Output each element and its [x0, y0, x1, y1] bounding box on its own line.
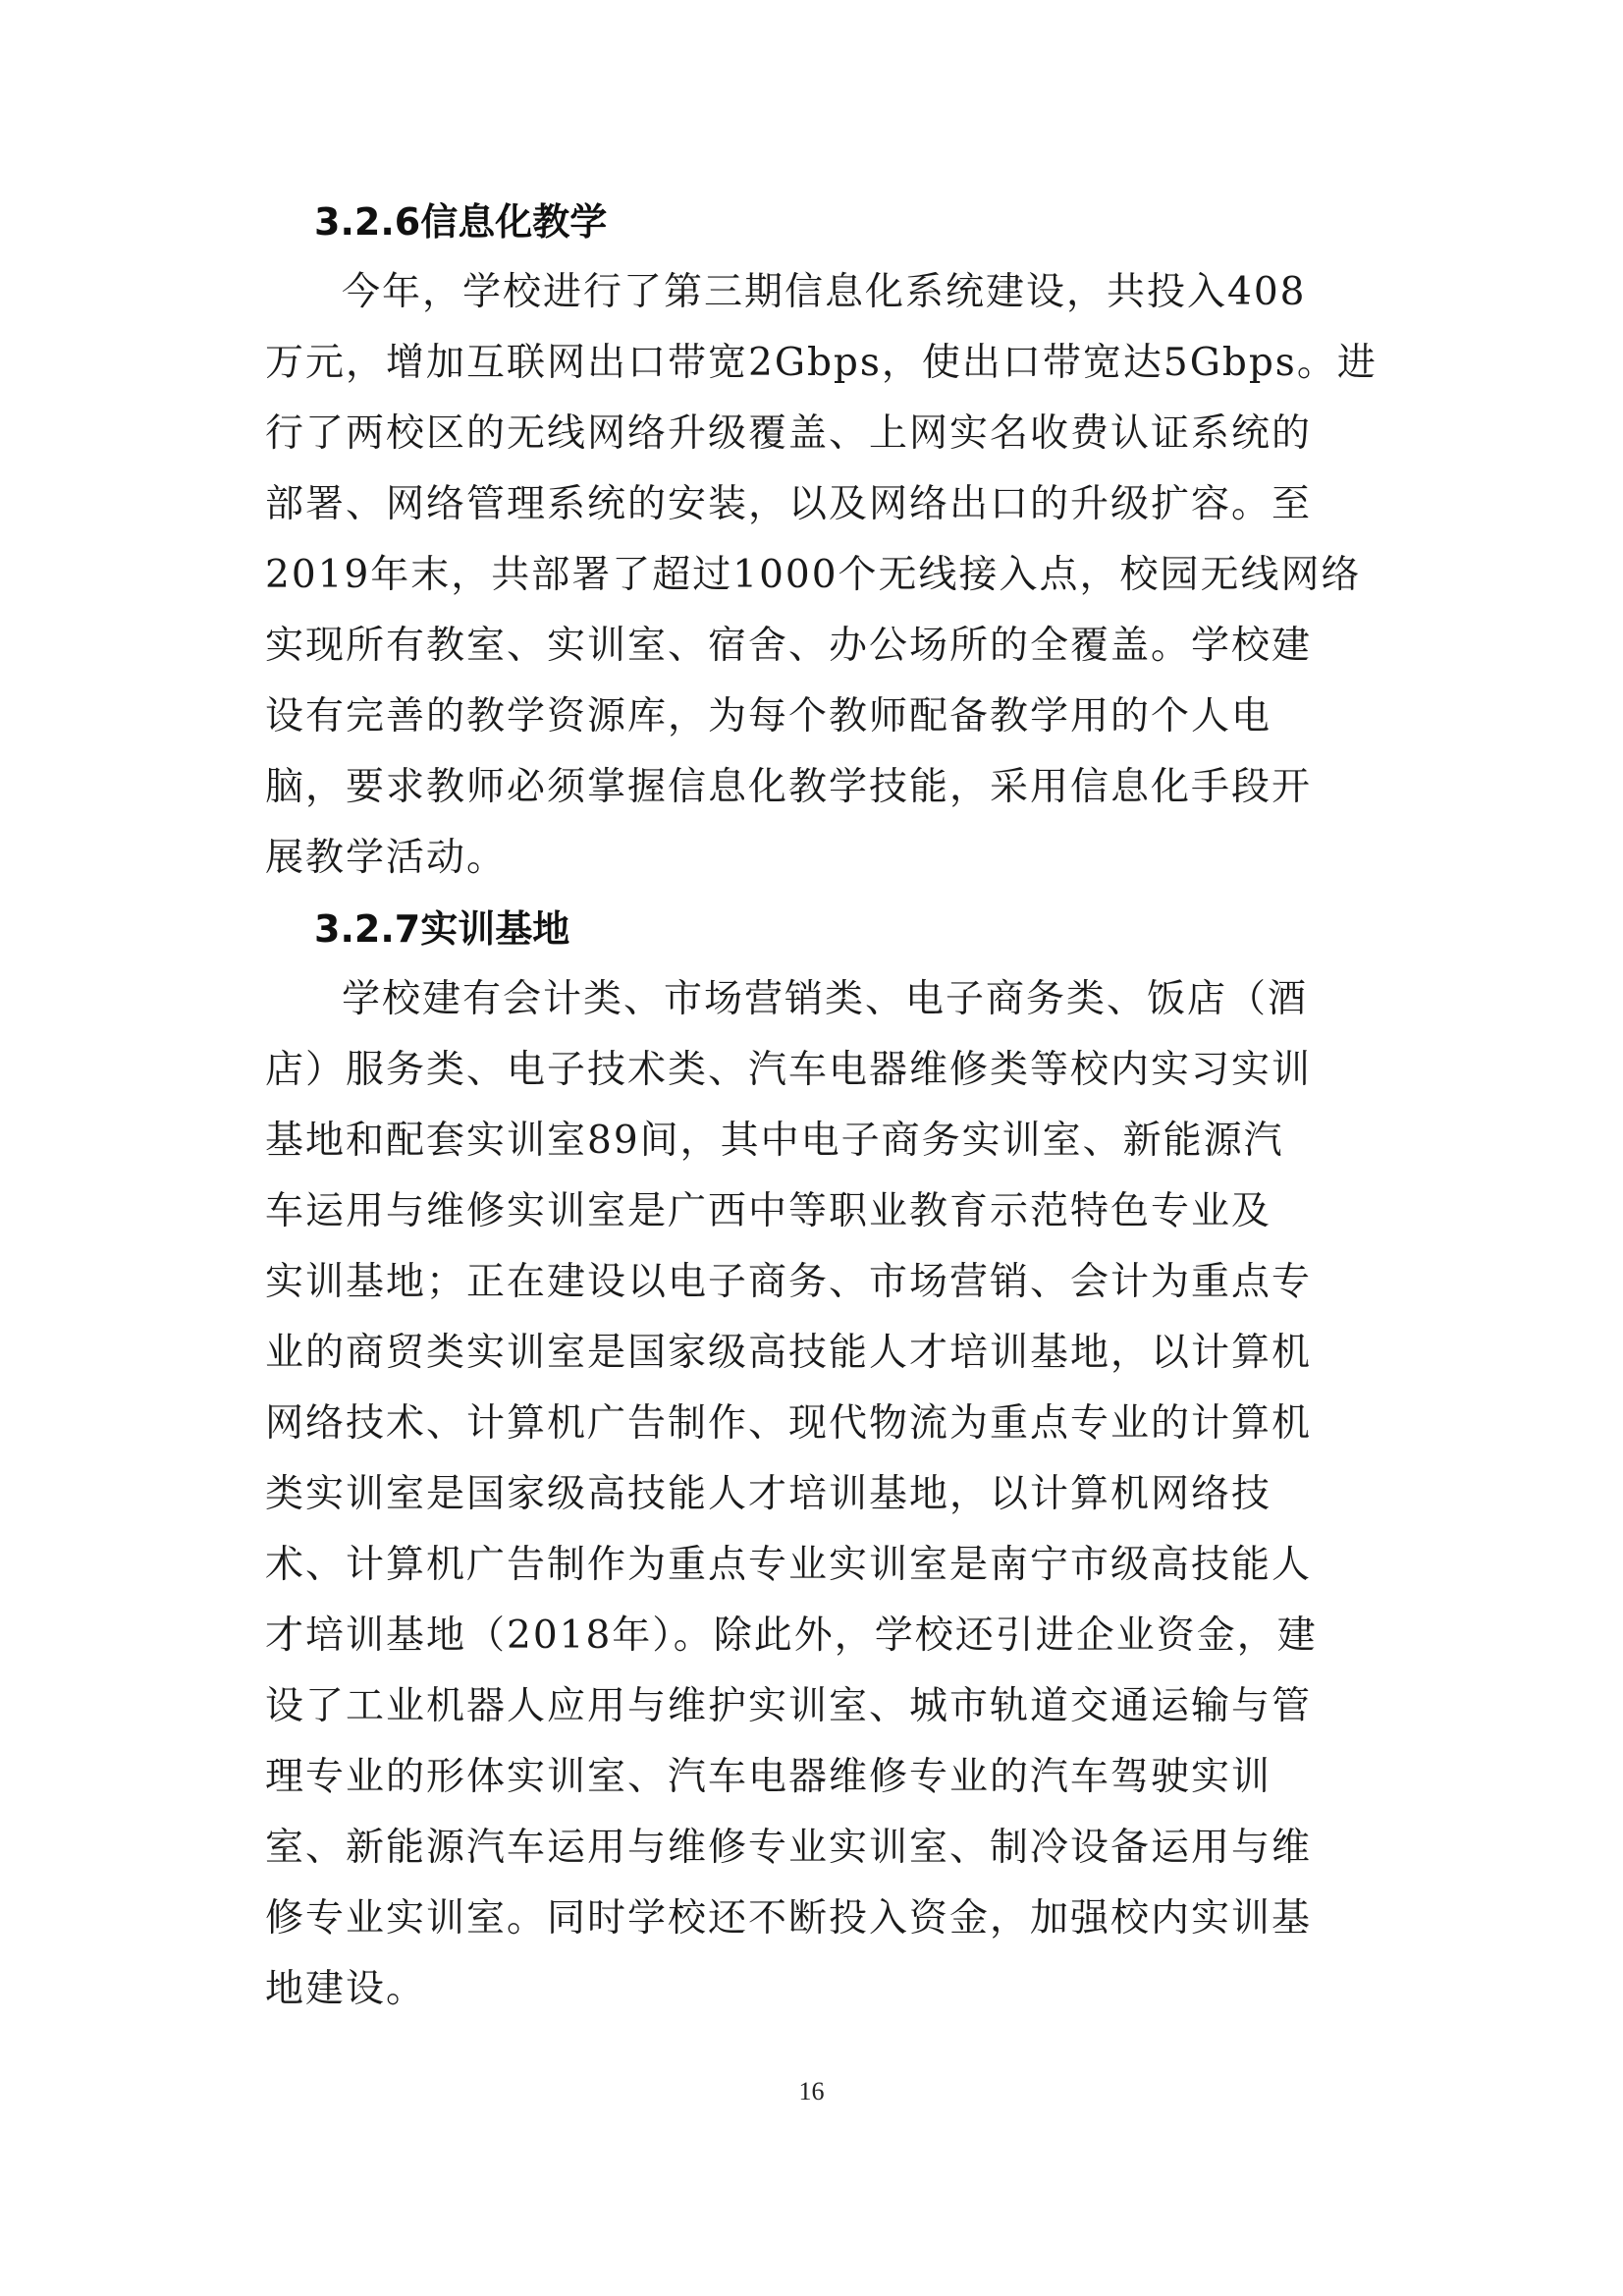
- paragraph-line: 行了两校区的无线网络升级覆盖、上网实名收费认证系统的: [265, 411, 1313, 456]
- paragraph-line: 设了工业机器人应用与维护实训室、城市轨道交通运输与管: [265, 1684, 1313, 1728]
- paragraph-line: 店）服务类、电子技术类、汽车电器维修类等校内实习实训: [265, 1048, 1313, 1092]
- section-heading: 3.2.6信息化教学: [314, 200, 608, 244]
- paragraph-line: 学校建有会计类、市场营销类、电子商务类、饭店（酒: [342, 977, 1309, 1021]
- section-3-2-6: [265, 187, 1394, 894]
- paragraph-line: 万元，增加互联网出口带宽2Gbps，使出口带宽达5Gbps。进: [265, 341, 1378, 385]
- paragraph-line: 设有完善的教学资源库，为每个教师配备教学用的个人电: [265, 694, 1272, 738]
- paragraph-line: 业的商贸类实训室是国家级高技能人才培训基地，以计算机: [265, 1331, 1313, 1375]
- paragraph-line: 实训基地；正在建设以电子商务、市场营销、会计为重点专: [265, 1260, 1313, 1304]
- section-paragraph: [265, 964, 1394, 2025]
- section-heading: 3.2.7实训基地: [314, 907, 570, 951]
- paragraph-line: 才培训基地（2018年）。除此外，学校还引进企业资金，建: [265, 1613, 1318, 1658]
- paragraph-line: 2019年末，共部署了超过1000个无线接入点，校园无线网络: [265, 553, 1362, 597]
- paragraph-line: 理专业的形体实训室、汽车电器维修专业的汽车驾驶实训: [265, 1755, 1272, 1799]
- paragraph-line: 术、计算机广告制作为重点专业实训室是南宁市级高技能人: [265, 1543, 1313, 1587]
- page-content: [265, 187, 1394, 2025]
- paragraph-line: 展教学活动。: [265, 836, 508, 880]
- section-3-2-7: [265, 894, 1394, 2025]
- paragraph-line: 车运用与维修实训室是广西中等职业教育示范特色专业及: [265, 1189, 1272, 1233]
- paragraph-line: 今年，学校进行了第三期信息化系统建设，共投入408: [342, 270, 1307, 314]
- paragraph-line: 地建设。: [265, 1967, 427, 2011]
- section-paragraph: [265, 257, 1394, 894]
- paragraph-line: 部署、网络管理系统的安装，以及网络出口的升级扩容。至: [265, 482, 1313, 526]
- paragraph-line: 实现所有教室、实训室、宿舍、办公场所的全覆盖。学校建: [265, 624, 1313, 668]
- page-number: 16: [798, 2077, 825, 2105]
- paragraph-line: 室、新能源汽车运用与维修专业实训室、制冷设备运用与维: [265, 1826, 1313, 1870]
- paragraph-line: 类实训室是国家级高技能人才培训基地，以计算机网络技: [265, 1472, 1272, 1516]
- paragraph-line: 脑，要求教师必须掌握信息化教学技能，采用信息化手段开: [265, 765, 1313, 809]
- paragraph-line: 基地和配套实训室89间，其中电子商务实训室、新能源汽: [265, 1119, 1284, 1163]
- paragraph-line: 修专业实训室。同时学校还不断投入资金，加强校内实训基: [265, 1896, 1313, 1941]
- paragraph-line: 网络技术、计算机广告制作、现代物流为重点专业的计算机: [265, 1401, 1313, 1446]
